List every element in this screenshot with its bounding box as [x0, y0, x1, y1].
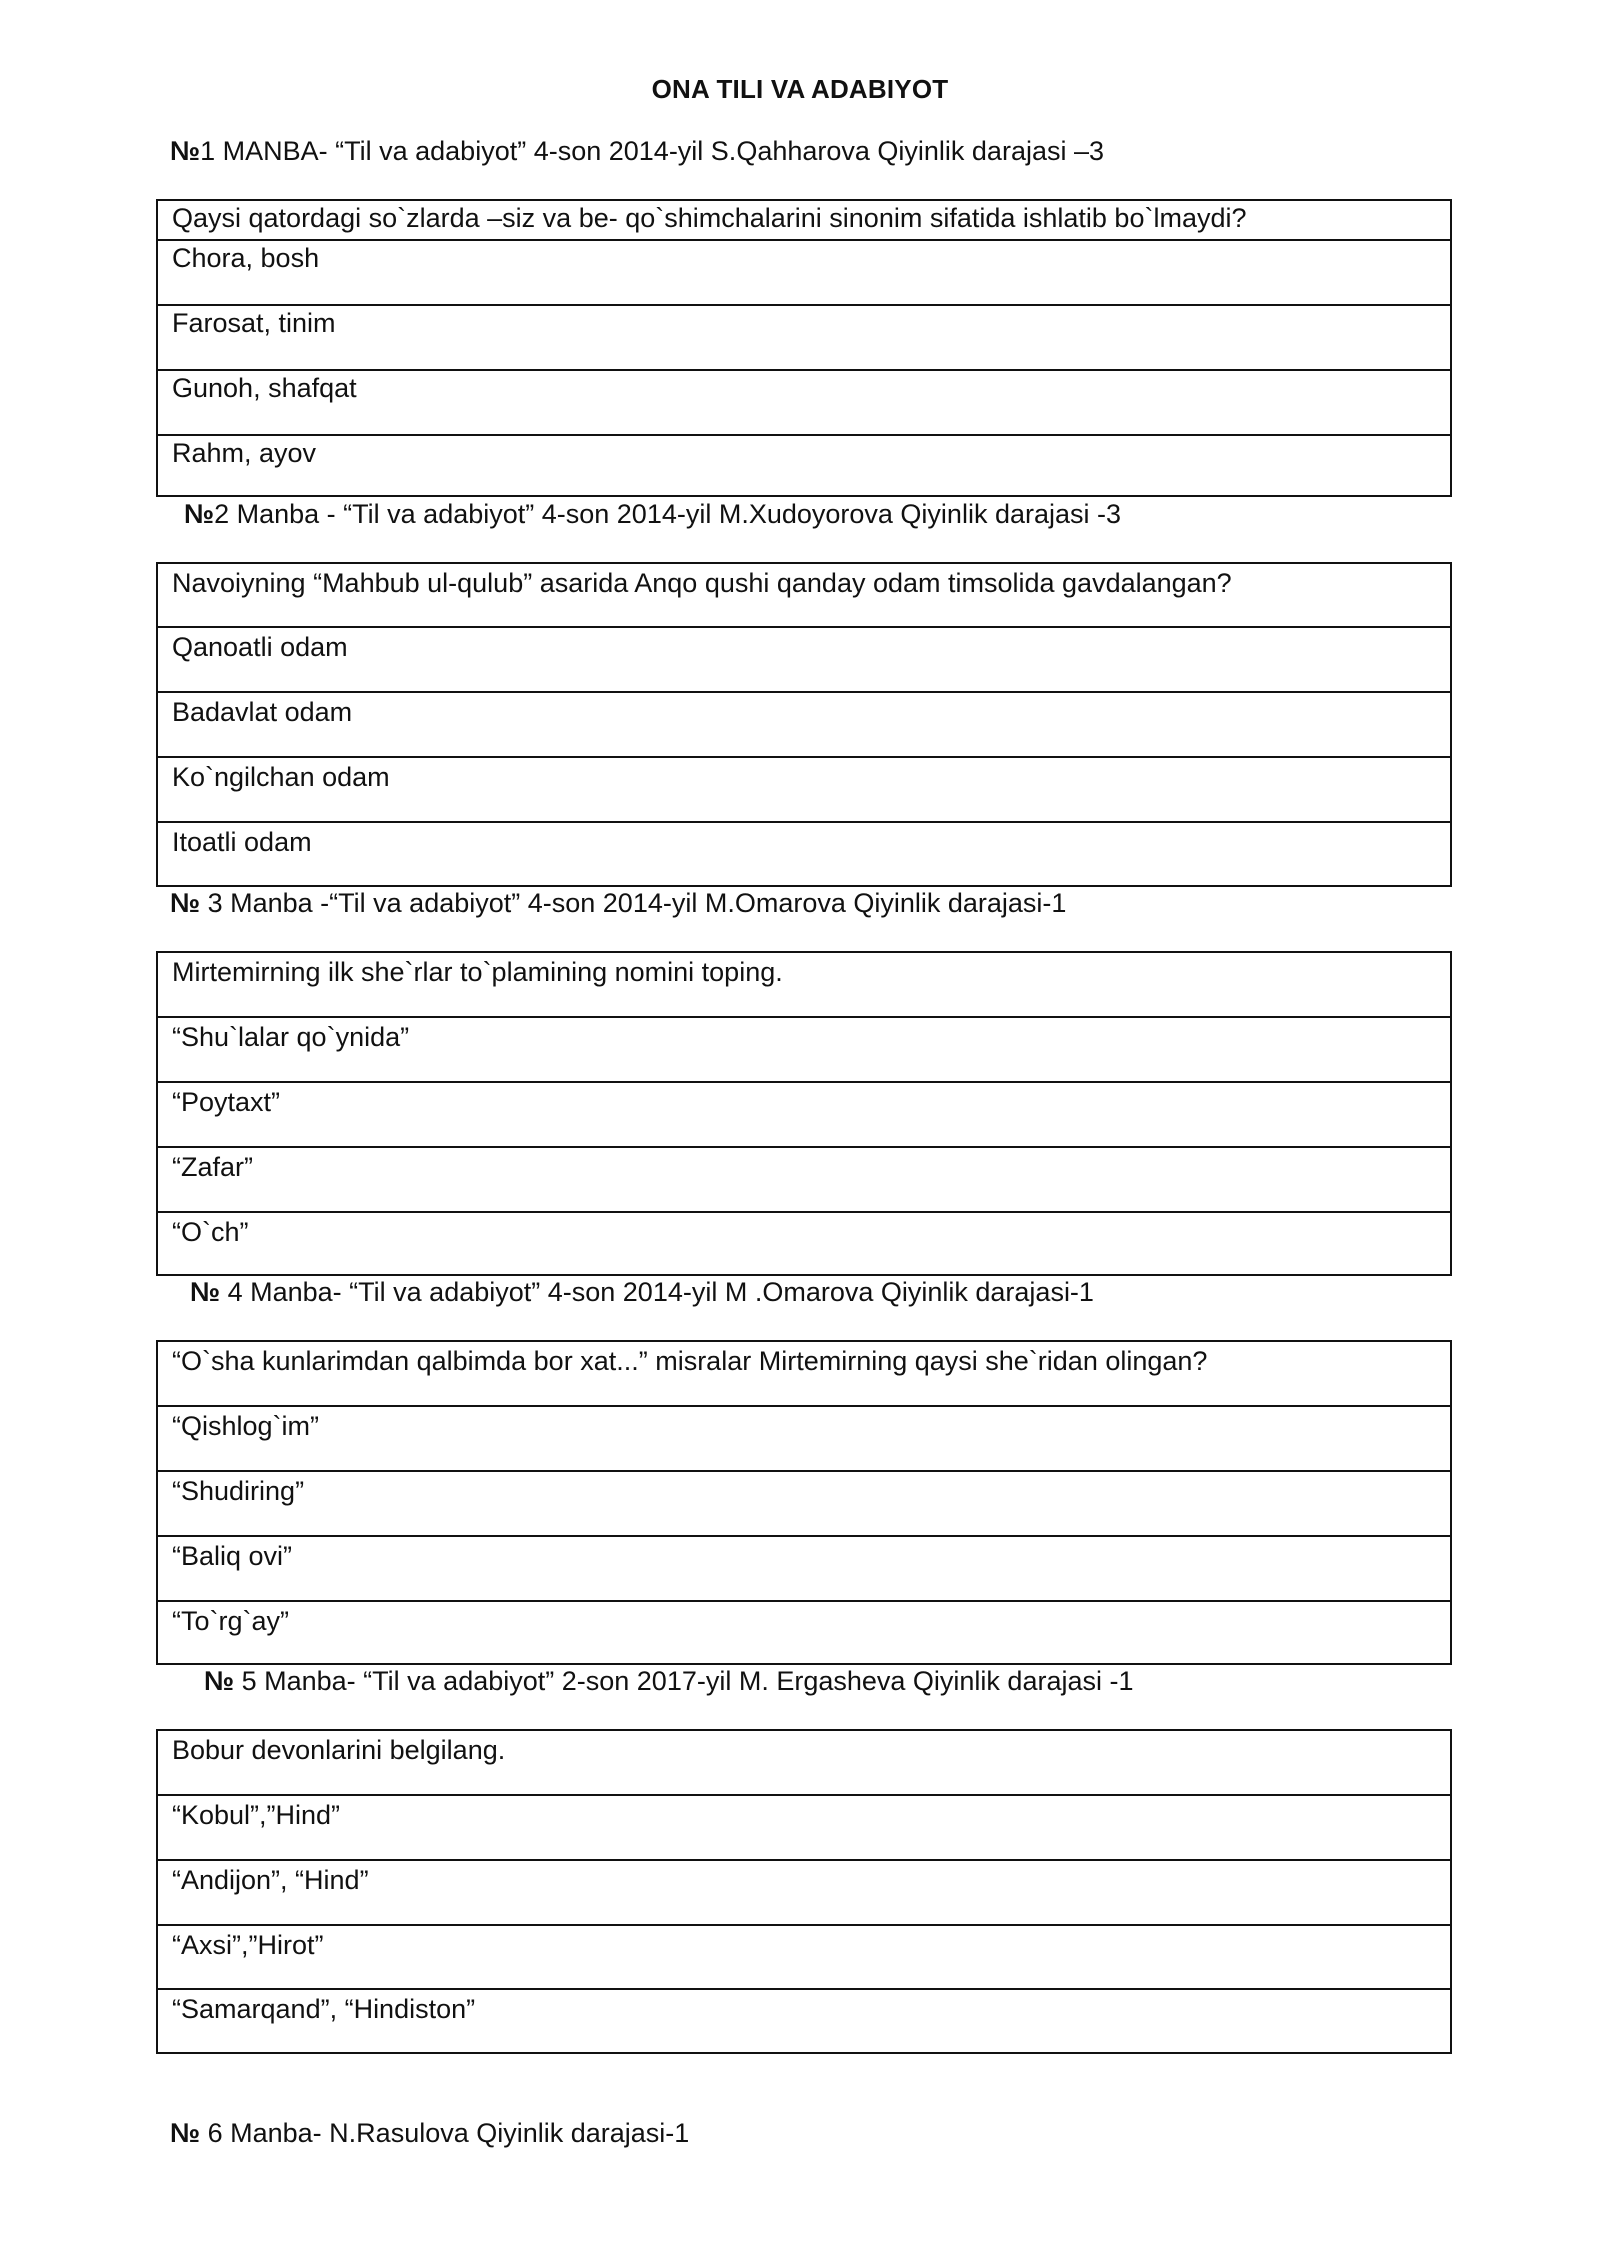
- number-sign: №: [204, 1666, 235, 1696]
- question-1-table: [156, 199, 1452, 497]
- question-2-option-c: Ko`ngilchan odam: [158, 758, 1450, 823]
- question-3-option-d: “O`ch”: [172, 1217, 249, 1247]
- question-1-option-d: Rahm, ayov: [172, 438, 317, 468]
- question-5-text: Bobur devonlarini belgilang.: [158, 1731, 1450, 1796]
- question-5-source: 5 Manba- “Til va adabiyot” 2-son 2017-yil M. Ergasheva Qiyinlik darajasi -1: [234, 1666, 1134, 1696]
- question-2-header: [184, 499, 1121, 530]
- question-5-option-a: “Kobul”,”Hind”: [158, 1796, 1450, 1861]
- question-4-option-d: “To`rg`ay”: [172, 1606, 290, 1636]
- number-sign: №: [170, 2118, 201, 2148]
- question-3-option-c: “Zafar”: [158, 1148, 1450, 1213]
- number-sign: №: [184, 499, 215, 529]
- question-5-table: [156, 1729, 1452, 2054]
- number-sign: №: [170, 136, 201, 166]
- page-title: ONA TILI VA ADABIYOT: [651, 74, 949, 104]
- question-3-source: 3 Manba -“Til va adabiyot” 4-son 2014-yil M.Omarova Qiyinlik darajasi-1: [200, 888, 1067, 918]
- question-4-text: “O`sha kunlarimdan qalbimda bor xat...” misralar Mirtemirning qaysi she`ridan olingan?: [158, 1342, 1450, 1407]
- question-5-option-b: “Andijon”, “Hind”: [158, 1861, 1450, 1926]
- question-3-header: [170, 888, 1066, 919]
- question-1-source: 1 MANBA- “Til va adabiyot” 4-son 2014-yil S.Qahharova Qiyinlik darajasi –3: [200, 136, 1105, 166]
- question-4-header: [190, 1277, 1094, 1308]
- question-3-option-b: “Poytaxt”: [158, 1083, 1450, 1148]
- question-4-source: 4 Manba- “Til va adabiyot” 4-son 2014-yil M .Omarova Qiyinlik darajasi-1: [220, 1277, 1094, 1307]
- question-1-option-c: Gunoh, shafqat: [158, 371, 1450, 436]
- question-4-option-a: “Qishlog`im”: [158, 1407, 1450, 1472]
- question-2-source: 2 Manba - “Til va adabiyot” 4-son 2014-yil M.Xudoyorova Qiyinlik darajasi -3: [214, 499, 1122, 529]
- question-4-option-c: “Baliq ovi”: [158, 1537, 1450, 1602]
- question-6-source: 6 Manba- N.Rasulova Qiyinlik darajasi-1: [200, 2118, 690, 2148]
- question-5-option-d: “Samarqand”, “Hindiston”: [172, 1994, 476, 2024]
- question-3-table: [156, 951, 1452, 1276]
- question-1-header: [170, 136, 1104, 167]
- question-1-option-a: Chora, bosh: [158, 241, 1450, 306]
- question-1-text: Qaysi qatordagi so`zlarda –siz va be- qo`shimchalarini sinonim sifatida ishlatib bo`lmaydi?: [158, 201, 1450, 241]
- number-sign: №: [170, 888, 201, 918]
- question-2-option-b: Badavlat odam: [158, 693, 1450, 758]
- question-3-text: Mirtemirning ilk she`rlar to`plamining nomini toping.: [158, 953, 1450, 1018]
- question-4-table: [156, 1340, 1452, 1665]
- question-1-option-b: Farosat, tinim: [158, 306, 1450, 371]
- question-2-option-d: Itoatli odam: [172, 827, 312, 857]
- question-2-text: Navoiyning “Mahbub ul-qulub” asarida Anqo qushi qanday odam timsolida gavdalangan?: [158, 564, 1450, 628]
- question-3-option-a: “Shu`lalar qo`ynida”: [158, 1018, 1450, 1083]
- question-2-option-a: Qanoatli odam: [158, 628, 1450, 693]
- question-2-table: [156, 562, 1452, 887]
- question-5-header: [204, 1666, 1134, 1697]
- number-sign: №: [190, 1277, 221, 1307]
- question-4-option-b: “Shudiring”: [158, 1472, 1450, 1537]
- question-6-header: [170, 2118, 689, 2149]
- question-5-option-c: “Axsi”,”Hirot”: [158, 1926, 1450, 1990]
